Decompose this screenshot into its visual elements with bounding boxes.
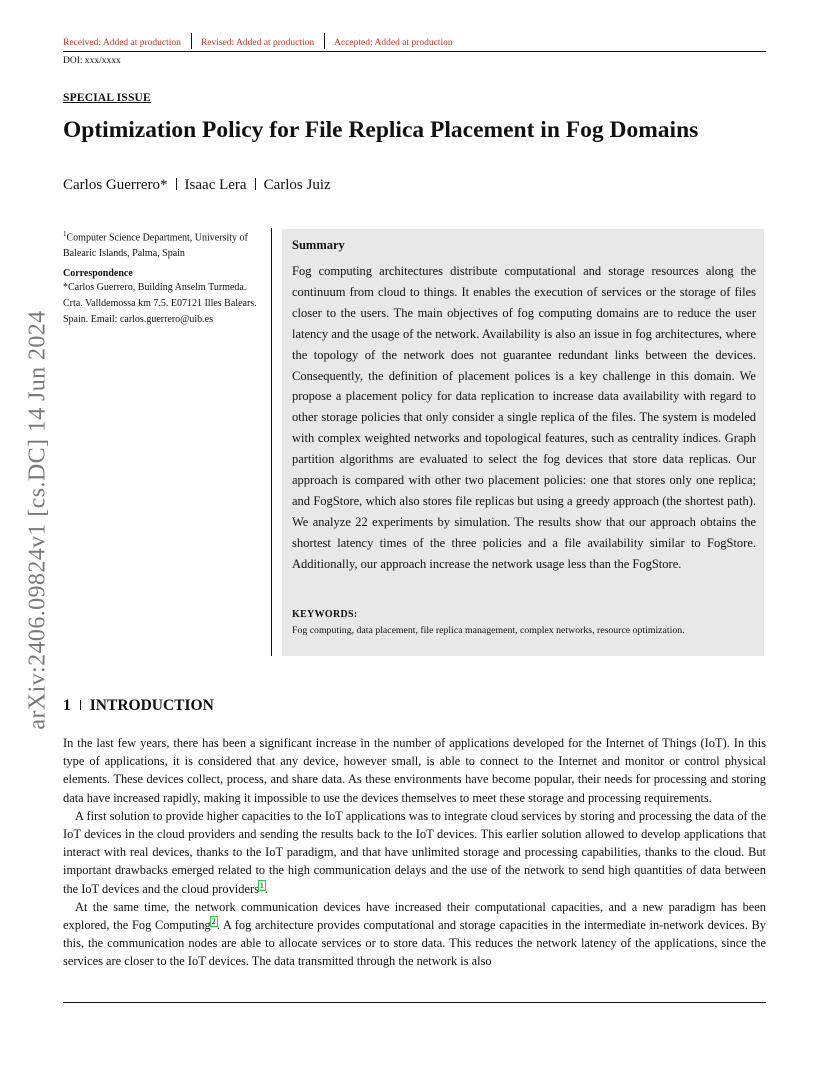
author: Isaac Lera: [184, 177, 247, 193]
section-number: 1: [63, 697, 71, 714]
paragraph-text: At the same time, the network communication devices have increased their computational capacities, and a new paradigm has been explored, the Fog Computing: [63, 899, 766, 933]
paragraph-text: .: [264, 881, 269, 896]
affiliation-mark: 1: [63, 230, 67, 238]
accepted-date: Accepted: Added at production: [334, 38, 453, 49]
special-issue-label: SPECIAL ISSUE: [63, 92, 151, 104]
column-divider: [271, 228, 272, 656]
paragraph-text: . A fog architecture provides computational and storage capacities in the intermediate in-network devices. By this, the communication nodes are able to allocate services or to store data. This reduces the network latency of the applications, since the services are closer to the IoT devices. The data transmitted through the network is also: [63, 918, 766, 969]
citation-link[interactable]: 2: [211, 916, 216, 926]
introduction-body: [63, 734, 766, 971]
paragraph: In the last few years, there has been a significant increase in the number of applications developed for the Internet of Things (IoT). In this type of applications, it is considered that any device, however small, is able to connect to the Internet and monitor or control physical elements. These devices collect, process, and share data. As these environments have become popular, their needs for processing and storing data have increased rapidly, making it impossible to use the devices themselves to meet these storage and processing requirements.: [63, 736, 766, 805]
paragraph-text: A first solution to provide higher capacities to the IoT applications was to integrate cloud services by storing and processing the data of the IoT devices in the cloud providers and sending the results back to the IoT devices. This earlier solution allowed to develop applications that interact with real devices, thanks to the IoT paradigm, and that have unlimited storage and processing capabilities, thanks to the cloud. But important drawbacks emerged related to the high communication delays and the use of the network to send high quantities of data between the IoT devices and the cloud providers: [63, 808, 766, 896]
paragraph: [63, 898, 766, 971]
received-date: Received: Added at production: [63, 38, 181, 49]
header-rule: [63, 51, 766, 52]
arxiv-stamp: arXiv:2406.09824v1 [cs.DC] 14 Jun 2024: [24, 310, 51, 730]
paragraph: [63, 807, 766, 898]
section-heading: [63, 697, 214, 715]
author: Carlos Guerrero*: [63, 177, 168, 193]
revised-date: Revised: Added at production: [200, 38, 315, 49]
affiliation: [63, 226, 263, 262]
author-separator: [176, 178, 177, 190]
date-separator: [324, 33, 325, 49]
section-title: INTRODUCTION: [89, 697, 214, 714]
keywords-text: Fog computing, data placement, file replica management, complex networks, resource optimization.: [292, 625, 685, 636]
footer-rule: [63, 1002, 766, 1003]
publication-dates: [63, 35, 453, 51]
author-separator: [255, 178, 256, 190]
correspondence-text: *Carlos Guerrero, Building Anselm Turmeda. Crta. Valldemossa km 7.5. E07121 Illes Balears. Spain. Email: carlos.guerrero@uib.es: [63, 282, 257, 325]
summary-heading: Summary: [292, 238, 345, 252]
doi: DOI: xxx/xxxx: [63, 56, 121, 66]
paper-title: Optimization Policy for File Replica Placement in Fog Domains: [63, 117, 699, 143]
affiliation-text: Computer Science Department, University of Balearic Islands, Palma, Spain: [63, 232, 248, 260]
author: Carlos Juiz: [263, 177, 331, 193]
section-separator: [80, 700, 81, 710]
citation-link[interactable]: 1: [259, 880, 264, 890]
summary-text: Fog computing architectures distribute computational and storage resources along the continuum from cloud to things. It enables the execution of services or the storage of files closer to the users. The main objectives of fog computing domains are to reduce the user latency and the usage of the network. Availability is also an issue in fog architectures, where the topology of the network does not guarantee redundant links between the devices. Consequently, the definition of placement polices is a key challenge in this domain. We propose a placement policy for data replication to increase data availability with regard to other storage policies that only consider a single replica of the files. The system is modeled with complex weighted networks and topological features, such as centrality indices. Graph partition algorithms are evaluated to select the fog devices that store data replicas. Our approach is compared with other two placement policies: one that stores only one replica; and FogStore, which also stores file replicas but using a greedy approach (the shortest path). We analyze 22 experiments by simulation. The results show that our approach obtains the shortest latency times of the three policies and a file availability similar to FogStore. Additionally, our approach increase the network usage less than the FogStore.: [292, 264, 756, 571]
correspondence-heading: Correspondence: [63, 268, 133, 279]
keywords-heading: KEYWORDS:: [292, 609, 358, 620]
date-separator: [191, 33, 192, 49]
author-list: [63, 177, 331, 194]
